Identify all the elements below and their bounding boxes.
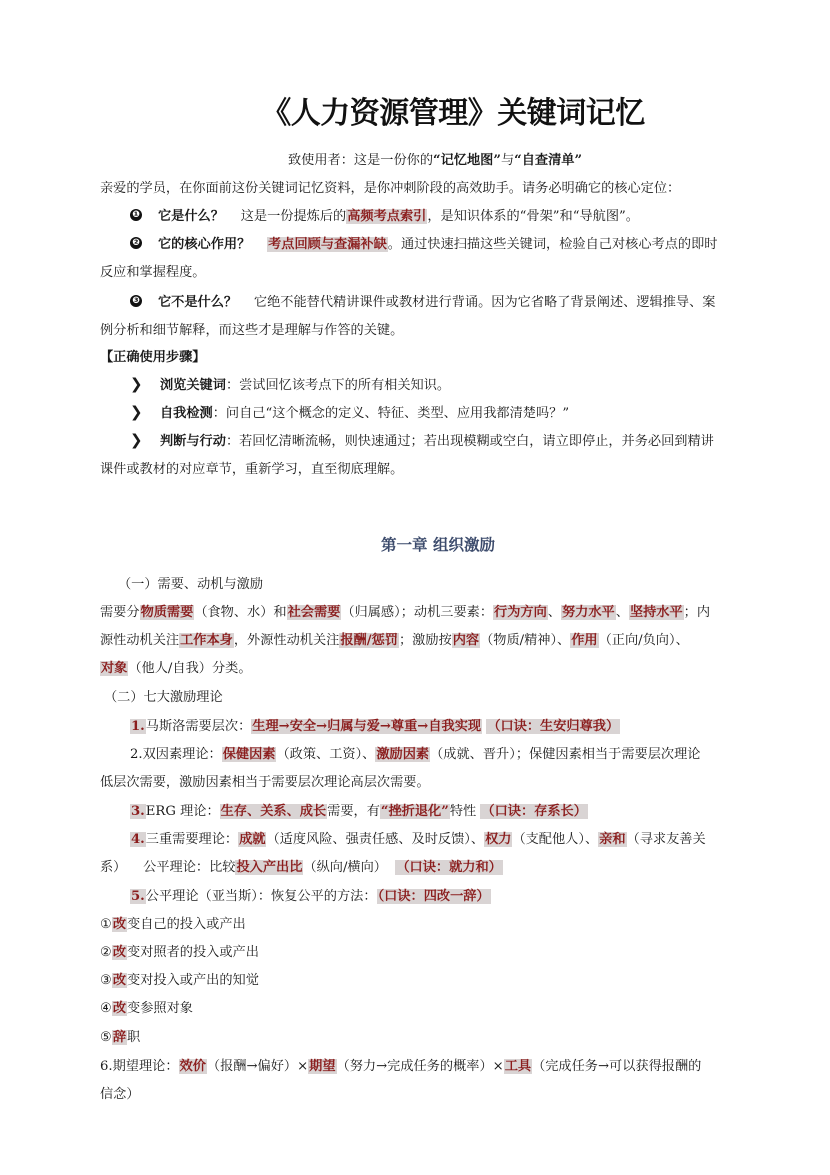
intro-paragraph: 亲爱的学员，在你面前这份关键词记忆资料，是你冲刺阶段的高效助手。请务必明确它的核心定位： — [100, 181, 681, 196]
keyword: 改 — [112, 1001, 127, 1016]
point-highlight: 考点回顾与查漏补缺 — [268, 237, 387, 252]
keyword: 生理→安全→归属与爱→尊重→自我实现 — [252, 719, 482, 734]
section-heading: （二）七大激励理论 — [104, 690, 223, 705]
step-text: ：尝试回忆该考点下的所有相关知识。 — [225, 378, 451, 393]
keyword: 作用 — [571, 633, 598, 648]
theory-three-needs-cont — [100, 858, 772, 878]
text: 6.期望理论： — [100, 1059, 179, 1074]
method-item — [100, 999, 772, 1019]
theory-two-factor — [130, 745, 802, 765]
bullet-icon: ❸ — [130, 295, 142, 307]
text: （支配他人）、 — [512, 832, 599, 847]
subtitle — [0, 151, 830, 171]
keyword: 行为方向 — [494, 605, 547, 620]
point-role-cont: 反应和掌握程度。 — [100, 265, 206, 280]
keyword: 效价 — [179, 1059, 206, 1074]
number: 5. — [131, 889, 145, 904]
bullet-icon: ❶ — [130, 209, 142, 221]
keyword: 亲和 — [599, 832, 626, 847]
text: 变自己的投入或产出 — [127, 917, 246, 932]
text: 2.双因素理论： — [130, 747, 222, 762]
text: 需要分 — [100, 605, 140, 620]
text: 公平理论（亚当斯）：恢复公平的方法： — [145, 889, 377, 904]
keyword: 对象 — [101, 661, 128, 676]
keyword: 社会需要 — [287, 605, 341, 620]
section-paragraph-line — [100, 631, 772, 651]
step-check — [160, 404, 830, 424]
text: （成就、晋升）；保健因素相当于需要层次理论 — [430, 747, 701, 762]
keyword: 改 — [112, 973, 127, 988]
method-item — [100, 1028, 772, 1048]
step-text: ：问自己“这个概念的定义、特征、类型、应用我都清楚吗？” — [212, 406, 570, 421]
theory-three-needs — [130, 830, 802, 850]
keyword: 激励因素 — [376, 747, 430, 762]
keyword: “挫折退化” — [380, 804, 449, 819]
point-not — [158, 293, 830, 313]
theory-equity — [130, 887, 802, 907]
keyword: 内容 — [452, 633, 480, 648]
number: ③ — [100, 973, 112, 988]
keyword: 物质需要 — [140, 605, 194, 620]
keyword: 生存、关系、成长 — [220, 804, 327, 819]
page-title: 《人力资源管理》关键词记忆 — [261, 96, 645, 131]
text: 、 — [547, 605, 561, 620]
text: 职 — [127, 1030, 141, 1045]
method-item — [100, 915, 772, 935]
text: 特性 — [449, 804, 477, 819]
text: ；内 — [683, 605, 711, 620]
method-item — [100, 971, 772, 991]
text: （完成任务→可以获得报酬的 — [532, 1059, 702, 1074]
text: 变参照对象 — [127, 1001, 193, 1016]
point-label: 它的核心作用？ — [158, 237, 251, 252]
text: 、 — [615, 605, 629, 620]
mnemonic: （口诀：四改一辞） — [377, 889, 490, 904]
number: ① — [100, 917, 112, 932]
text: 变对投入或产出的知觉 — [127, 973, 259, 988]
text: ；激励按 — [398, 633, 452, 648]
section-paragraph-line — [100, 659, 772, 679]
text: 马斯洛需要层次： — [145, 719, 252, 734]
text: （报酬→偏好）× — [206, 1059, 309, 1074]
point-not-cont: 例分析和细节解释，而这些才是理解与作答的关键。 — [100, 323, 404, 338]
keyword: 辞 — [112, 1030, 127, 1045]
subtitle-checklist: “自查清单” — [514, 153, 583, 168]
theory-two-factor-cont: 低层次需要，激励因素相当于需要层次理论高层次需要。 — [100, 775, 430, 790]
theory-expectancy-cont: 信念） — [100, 1087, 140, 1102]
chapter-heading: 第一章 组织激励 — [381, 536, 495, 554]
section-heading: （一）需要、动机与激励 — [118, 577, 264, 592]
text: （物质/精神）、 — [480, 633, 571, 648]
steps-heading: 【正确使用步骤】 — [100, 350, 206, 365]
number: ⑤ — [100, 1030, 112, 1045]
step-act — [160, 432, 830, 452]
text: 三重需要理论： — [145, 832, 239, 847]
step-act-cont: 课件或教材的对应章节，重新学习，直至彻底理解。 — [100, 462, 404, 477]
subtitle-prefix: 致使用者：这是一份你的 — [287, 153, 434, 168]
theory-maslow — [130, 717, 802, 737]
step-label: 判断与行动 — [160, 434, 226, 449]
text: ，外源性动机关注 — [233, 633, 340, 648]
text: （纵向/横向） — [303, 860, 387, 875]
keyword: 工作本身 — [180, 633, 233, 648]
keyword: 权力 — [485, 832, 512, 847]
section-paragraph-line — [100, 603, 772, 623]
point-label: 它不是什么？ — [158, 295, 238, 310]
text: （寻求友善关 — [626, 832, 706, 847]
step-browse — [160, 376, 830, 396]
point-role — [158, 235, 830, 255]
keyword: 改 — [112, 945, 127, 960]
point-text: 它绝不能替代精讲课件或教材进行背诵。因为它省略了背景阐述、逻辑推导、案 — [253, 295, 716, 310]
chevron-right-icon: ❯ — [130, 431, 143, 449]
keyword: 报酬/惩罚 — [340, 633, 398, 648]
number: ④ — [100, 1001, 112, 1016]
point-text: 。通过快速扫描这些关键词，检验自己对核心考点的即时 — [387, 237, 718, 252]
text: 变对照者的投入或产出 — [127, 945, 259, 960]
mnemonic: （口诀：存系长） — [481, 804, 587, 819]
text: （归属感）；动机三要素： — [341, 605, 494, 620]
keyword: 坚持水平 — [629, 605, 683, 620]
point-text: ，是知识体系的“骨架”和“导航图”。 — [427, 209, 639, 224]
keyword: 工具 — [504, 1059, 532, 1074]
text: 需要，有 — [327, 804, 380, 819]
chevron-right-icon: ❯ — [130, 403, 143, 421]
subtitle-map: “记忆地图” — [433, 153, 501, 168]
point-what — [158, 207, 830, 227]
step-label: 自我检测 — [160, 406, 213, 421]
step-text: ：若回忆清晰流畅，则快速通过；若出现模糊或空白，请立即停止，并务必回到精讲 — [225, 434, 714, 449]
text: ERG 理论： — [145, 804, 220, 819]
number: ② — [100, 945, 112, 960]
theory-erg — [130, 802, 802, 822]
theory-expectancy — [100, 1057, 772, 1077]
text: （政策、工资）、 — [276, 747, 376, 762]
mnemonic: （口诀：生安归尊我） — [487, 719, 620, 734]
text: （适度风险、强责任感、及时反馈）、 — [266, 832, 485, 847]
text: 公平理论：比较 — [143, 860, 236, 875]
text: （正向/负向）、 — [598, 633, 689, 648]
text: （努力→完成任务的概率）× — [336, 1059, 504, 1074]
number: 1. — [131, 719, 145, 734]
method-item — [100, 943, 772, 963]
keyword: 改 — [112, 917, 127, 932]
text: 源性动机关注 — [100, 633, 180, 648]
keyword: 保健因素 — [222, 747, 276, 762]
keyword: 成就 — [239, 832, 266, 847]
point-text: 这是一份提炼后的 — [240, 209, 347, 224]
number: 3. — [131, 804, 145, 819]
bullet-icon: ❷ — [130, 237, 142, 249]
point-highlight: 高频考点索引 — [347, 209, 427, 224]
keyword: 投入产出比 — [236, 860, 303, 875]
text: （他人/自我）分类。 — [128, 661, 252, 676]
text: （食物、水）和 — [194, 605, 287, 620]
subtitle-and: 与 — [500, 153, 515, 168]
mnemonic: （口诀：就力和） — [396, 860, 502, 875]
text: 系） — [100, 860, 127, 875]
number: 4. — [131, 832, 145, 847]
chevron-right-icon: ❯ — [130, 375, 143, 393]
point-label: 它是什么？ — [158, 209, 224, 224]
keyword: 努力水平 — [561, 605, 615, 620]
keyword: 期望 — [309, 1059, 336, 1074]
step-label: 浏览关键词 — [160, 378, 226, 393]
